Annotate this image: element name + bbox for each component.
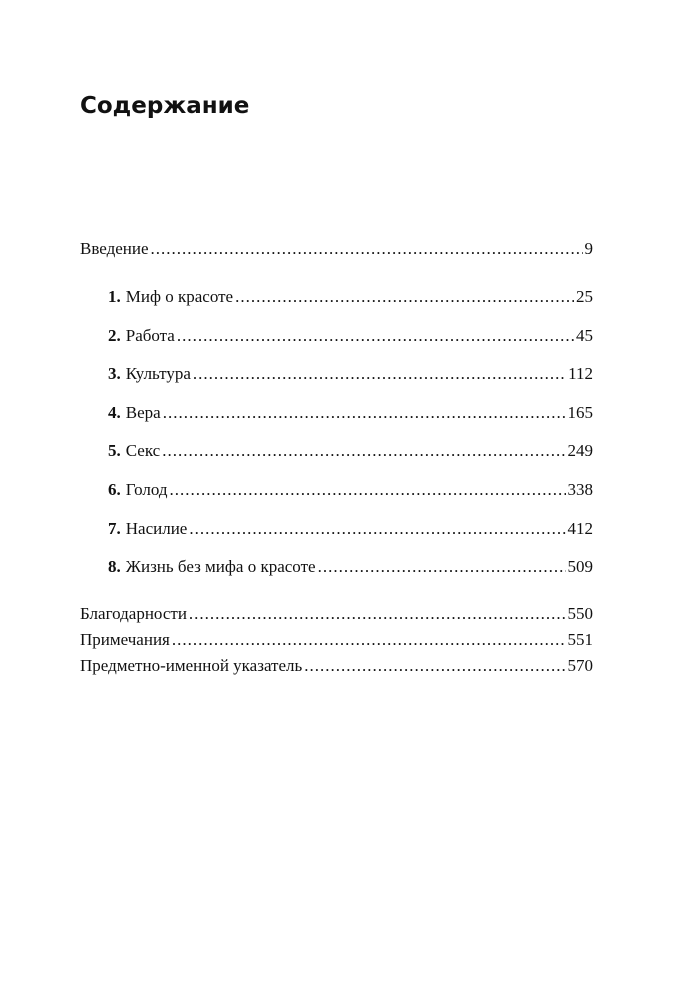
table-of-contents — [80, 236, 593, 679]
toc-entry-label: Голод — [125, 479, 168, 499]
dot-leader — [177, 317, 574, 356]
toc-entry-label: Насилие — [125, 518, 188, 538]
toc-entry-label: Миф о красоте — [125, 287, 234, 306]
toc-entry-page: 9 — [584, 239, 593, 258]
page-title: Содержание — [80, 93, 250, 119]
toc-entry-page: 45 — [576, 325, 593, 345]
toc-entry-page: 412 — [567, 518, 593, 538]
toc-entry-page: 165 — [567, 402, 593, 422]
dot-leader — [235, 278, 574, 317]
toc-entry-page: 551 — [567, 629, 593, 649]
toc-entry-index[interactable] — [80, 653, 593, 679]
toc-entry-introduction[interactable] — [80, 236, 593, 262]
dot-leader — [163, 394, 566, 433]
dot-leader — [193, 355, 566, 394]
toc-entry-page: 550 — [567, 603, 593, 623]
dot-leader — [304, 653, 565, 679]
toc-entry-label: Секс — [125, 441, 161, 461]
toc-entry-chapter-6[interactable] — [108, 471, 593, 510]
toc-entry-page: 509 — [567, 557, 593, 577]
toc-entry-label: Благодарности — [80, 603, 187, 623]
toc-entry-chapter-2[interactable] — [108, 317, 593, 356]
toc-entry-chapter-8[interactable] — [108, 548, 593, 587]
toc-entry-label: Примечания — [80, 629, 170, 649]
toc-entry-chapter-3[interactable] — [108, 355, 593, 394]
toc-entry-page: 249 — [567, 441, 593, 461]
chapter-number: 5. — [108, 441, 121, 461]
toc-entry-label: Жизнь без мифа о красоте — [125, 557, 316, 577]
dot-leader — [189, 510, 565, 549]
chapter-number: 3. — [108, 364, 121, 384]
toc-entry-label: Введение — [80, 239, 149, 258]
toc-entry-chapter-1[interactable] — [108, 278, 593, 317]
dot-leader — [170, 471, 566, 510]
chapter-number: 7. — [108, 518, 121, 538]
toc-entry-chapter-7[interactable] — [108, 510, 593, 549]
toc-entry-label: Предметно-именной указатель — [80, 655, 303, 675]
toc-entry-chapter-5[interactable] — [108, 432, 593, 471]
toc-entry-page: 570 — [567, 655, 593, 675]
dot-leader — [151, 236, 583, 262]
chapter-number: 6. — [108, 479, 121, 499]
dot-leader — [162, 432, 565, 471]
toc-entry-notes[interactable] — [80, 627, 593, 653]
dot-leader — [189, 601, 566, 627]
chapter-number: 8. — [108, 557, 121, 577]
chapter-number: 4. — [108, 402, 121, 422]
dot-leader — [318, 548, 566, 587]
toc-entry-chapter-4[interactable] — [108, 394, 593, 433]
toc-entry-page: 25 — [576, 287, 593, 306]
toc-entry-label: Работа — [125, 325, 175, 345]
toc-entry-page: 112 — [568, 364, 593, 384]
toc-entry-label: Культура — [125, 364, 191, 384]
chapter-number: 1. — [108, 287, 121, 306]
chapter-number: 2. — [108, 325, 121, 345]
toc-entry-acknowledgements[interactable] — [80, 601, 593, 627]
dot-leader — [172, 627, 566, 653]
toc-entry-page: 338 — [567, 479, 593, 499]
toc-entry-label: Вера — [125, 402, 161, 422]
